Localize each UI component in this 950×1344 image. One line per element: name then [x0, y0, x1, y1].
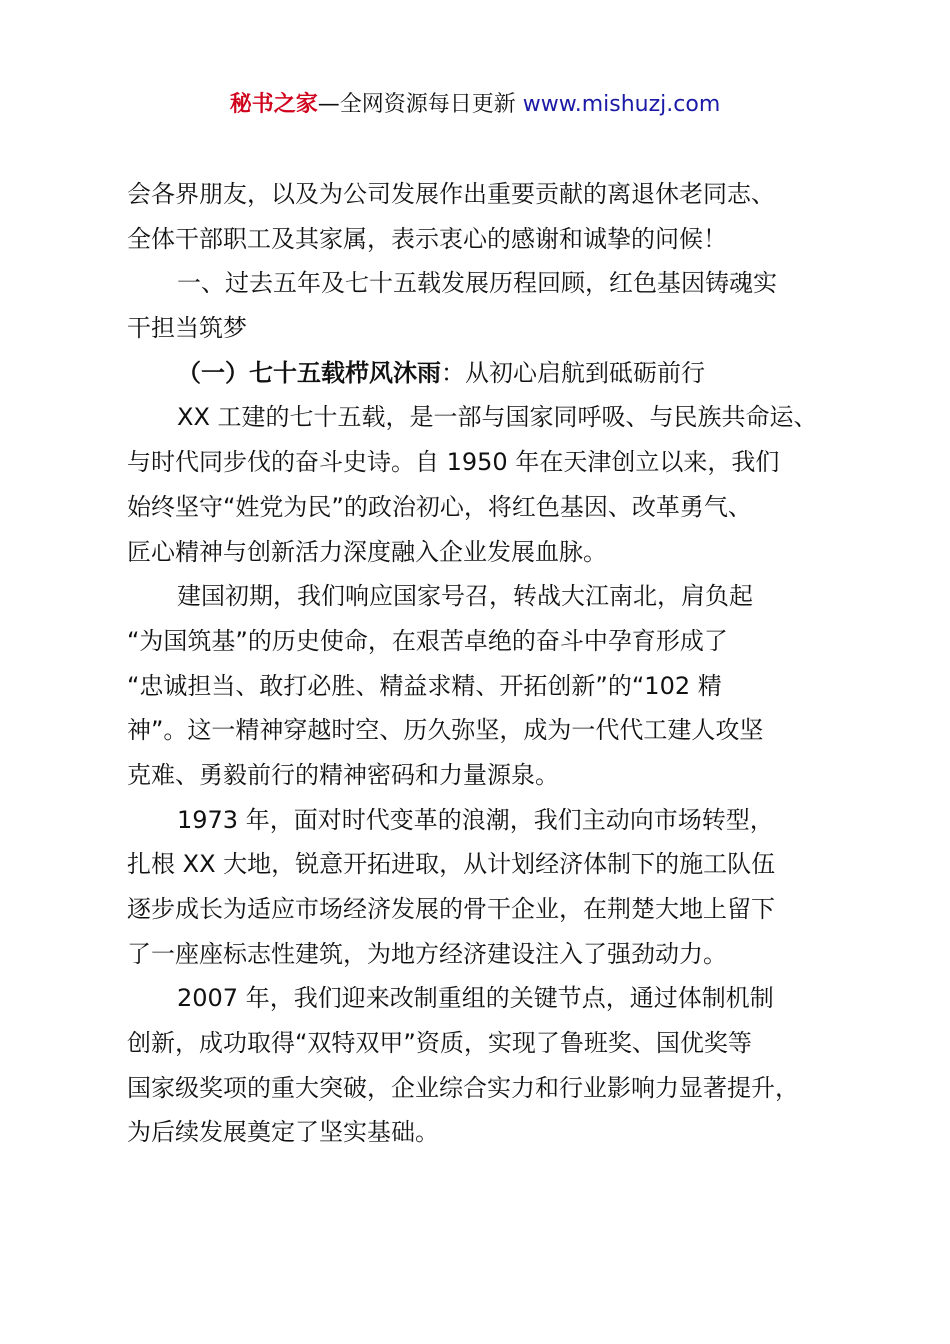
paragraph-line: 匠心精神与创新活力深度融入企业发展血脉。	[127, 537, 607, 566]
paragraph-line: “忠诚担当、敢打必胜、精益求精、开拓创新”的“102 精	[127, 671, 722, 700]
paragraph-line: XX 工建的七十五载，是一部与国家同呼吸、与民族共命运、	[177, 403, 818, 432]
paragraph-line: 与时代同步伐的奋斗史诗。自 1950 年在天津创立以来，我们	[127, 448, 780, 477]
paragraph-line: 会各界朋友，以及为公司发展作出重要贡献的离退休老同志、	[127, 180, 775, 208]
paragraph-line: 克难、勇毅前行的精神密码和力量源泉。	[127, 760, 559, 789]
document-body	[127, 172, 847, 1155]
paragraph-line: 创新，成功取得“双特双甲”资质，实现了鲁班奖、国优奖等	[127, 1029, 752, 1058]
site-brand: 秘书之家	[229, 92, 318, 117]
paragraph-line: “为国筑基”的历史使命，在艰苦卓绝的奋斗中孕育形成了	[127, 626, 728, 655]
paragraph-line: 建国初期，我们响应国家号召，转战大江南北，肩负起	[177, 582, 753, 611]
paragraph-line: 1973 年，面对时代变革的浪潮，我们主动向市场转型，	[177, 805, 774, 834]
paragraph-line: 始终坚守“姓党为民”的政治初心，将红色基因、改革勇气、	[127, 492, 752, 521]
subsection-heading-rest: ：从初心启航到砥砺前行	[441, 358, 705, 387]
paragraph-line: 扎根 XX 大地，锐意开拓进取，从计划经济体制下的施工队伍	[127, 850, 776, 879]
paragraph-line: 全体干部职工及其家属，表示衷心的感谢和诚挚的问候！	[127, 224, 727, 253]
paragraph-line: 神”。这一精神穿越时空、历久弥坚，成为一代代工建人攻坚	[127, 716, 764, 745]
site-url-link[interactable]: www.mishuzj.com	[522, 92, 721, 117]
section-heading-line: 一、过去五年及七十五载发展历程回顾，红色基因铸魂实	[177, 269, 777, 298]
site-header	[0, 88, 950, 122]
subsection-heading-bold: （一）七十五载栉风沐雨	[177, 358, 441, 387]
section-heading-line: 干担当筑梦	[127, 314, 247, 343]
paragraph-line: 国家级奖项的重大突破，企业综合实力和行业影响力显著提升，	[127, 1073, 799, 1102]
site-slogan: —全网资源每日更新	[317, 92, 523, 117]
paragraph-line: 2007 年，我们迎来改制重组的关键节点，通过体制机制	[177, 984, 774, 1013]
paragraph-line: 为后续发展奠定了坚实基础。	[127, 1118, 439, 1147]
subsection-heading	[127, 351, 847, 396]
paragraph-line: 逐步成长为适应市场经济发展的骨干企业，在荆楚大地上留下	[127, 895, 775, 923]
paragraph-line: 了一座座标志性建筑，为地方经济建设注入了强劲动力。	[127, 939, 727, 968]
